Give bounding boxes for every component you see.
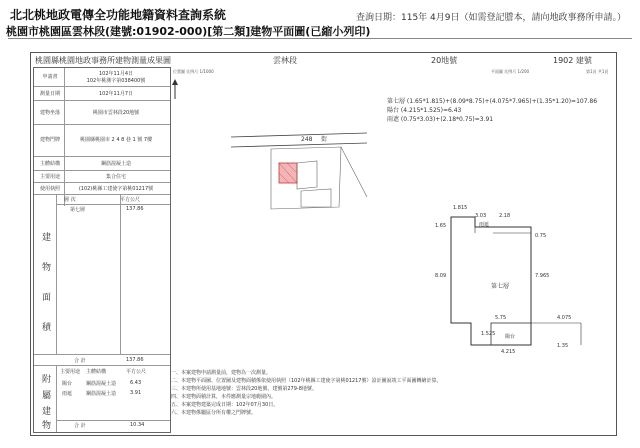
area-vrule: [56, 194, 57, 354]
plan-floor-label: 第七層: [491, 283, 510, 290]
annex-use: 陽台: [62, 381, 73, 387]
annex-struct: 鋼筋混凝土造: [86, 381, 117, 387]
dim-label: 1.815: [453, 205, 468, 211]
row-value: 桃園市雲林段20地號: [92, 110, 140, 116]
location-map: [171, 67, 371, 217]
document-subtitle: 桃園市桃園區雲林段(建號:01902-000)[第二類]建物平面圖(已縮小列印): [6, 25, 371, 38]
annex-char: 建: [42, 407, 52, 417]
row-key: 申請書: [42, 74, 58, 80]
row-key: 測量日期: [39, 91, 60, 97]
road-edge: [231, 133, 367, 137]
plan-scale: 平面圖 比例尺 1/200: [491, 69, 530, 74]
road-label: 街: [321, 136, 328, 143]
query-date: 查詢日期：115年 4月9日（如需登記謄本，請向地政事務所申請。）: [356, 13, 626, 23]
dim-label: 8.09: [435, 273, 447, 279]
road-edge: [231, 143, 367, 147]
area-total-label: 合 計: [74, 358, 86, 364]
lane-label: 248: [301, 136, 313, 143]
table-row: [34, 100, 170, 125]
annex-char: 附: [42, 375, 52, 385]
north-arrow-head-icon: [172, 79, 178, 85]
annex-total-value: 10.34: [130, 422, 145, 428]
page-title: 北北桃地政電傳全功能地籍資料查詢系統: [10, 8, 227, 22]
dim-label: 7.965: [535, 273, 550, 279]
annex-section: [34, 366, 170, 432]
formula-floor: 第七層 (1.65*1.815)+(8.09*8.75)+(4.075*7.965)+(1.35*1.20)=107.86: [387, 98, 598, 105]
row-value: 102年11月7日: [98, 91, 134, 97]
table-row: [34, 124, 170, 157]
row-key: 主體結構: [39, 161, 60, 167]
row-key: 建物門牌: [39, 137, 60, 143]
dim-label: 1.35: [557, 343, 569, 349]
area-formulas: [387, 97, 597, 124]
dim-label: 4.075: [557, 315, 572, 321]
floor-plan-drawing: [431, 203, 611, 373]
dim-label: 3.03: [475, 213, 487, 219]
building-number: 1902 建號: [553, 56, 592, 65]
dim-label: 2.18: [499, 213, 511, 219]
table-row: [34, 68, 170, 87]
map-drawing: [171, 67, 371, 217]
office-name: 桃園縣桃園地政事務所建物測量成果圖: [35, 56, 171, 65]
dim-label: 1.525: [481, 331, 496, 337]
area-rule: [56, 204, 170, 205]
annex-area: 3.91: [130, 390, 142, 396]
land-number: 20地號: [431, 56, 458, 65]
header-divider: [8, 38, 632, 39]
boundary-line: [341, 147, 367, 197]
area-header-floor: 層 次: [64, 197, 76, 203]
area-char: 面: [42, 293, 52, 303]
plan-balcony-label: 陽台: [505, 334, 516, 340]
note-item: 五、本案建物建築完成日期：102年07月30日。: [171, 402, 279, 408]
page-number: 第1頁 共1頁: [586, 69, 609, 74]
note-item: 二、本建物平面圖、位置圖及建物面積係依使用執照（102年桃縣工建使字第桃01217號）設計圖說竣工平面圖轉繪計算。: [171, 378, 442, 384]
survey-sheet: [30, 52, 617, 436]
dim-label: 0.75: [535, 233, 547, 239]
building-area-section: [34, 194, 170, 354]
neighbor-parcel: [301, 189, 331, 207]
note-item: 四、本建物面積計算，本件應測量宗地範圍內。: [171, 394, 277, 400]
annex-char: 物: [42, 421, 52, 431]
formula-balcony: 陽台 (4.215*1.525)=6.43: [387, 107, 462, 114]
row-value: 102年11月4日 102年桃測字第038400號: [86, 71, 146, 84]
dim-label: 4.215: [501, 349, 516, 355]
row-key: 主要用途: [39, 174, 60, 180]
dim-label: 5.75: [495, 315, 507, 321]
note-item: 一、本案建物申請測量前，建物為一次測量。: [171, 370, 272, 376]
section-name: 雲林段: [273, 56, 297, 65]
area-char: 物: [42, 263, 52, 273]
annex-struct: 鋼筋混凝土造: [86, 391, 117, 397]
info-table: [33, 67, 171, 433]
area-total-value: 137.86: [126, 357, 144, 363]
table-row: [34, 86, 170, 101]
floor-area: 137.86: [126, 206, 144, 212]
row-key: 使用執照: [39, 186, 60, 192]
sheet-header: [33, 55, 613, 65]
row-value: 鋼筋混凝土造: [100, 161, 131, 167]
annex-header-struct: 主體結構: [86, 369, 107, 375]
annex-char: 屬: [42, 391, 52, 401]
annex-header-area: 平方公尺: [126, 369, 147, 375]
map-scale: 位置圖 比例尺 1/1000: [173, 69, 214, 74]
note-item: 三、本建物所使用基地地號：雲林段20地號，建號第279-8地號。: [171, 386, 317, 392]
floor-plan: [431, 203, 611, 373]
annex-use: 雨遮: [62, 391, 73, 397]
neighbor-parcel: [297, 161, 317, 189]
dim-label: 1.65: [435, 223, 447, 229]
formula-eave: 雨遮 (0.75*3.03)+(2.18*0.75)=3.91: [387, 116, 494, 123]
row-key: 建物坐落: [39, 110, 60, 116]
annex-total-rule: [56, 420, 170, 421]
annex-area: 6.43: [130, 380, 142, 386]
area-total-row: [34, 354, 170, 366]
row-value: 集合住宅: [105, 174, 126, 180]
row-value: (102)桃縣工建使字第桃01217號: [78, 186, 154, 192]
area-header-sqm: 平方公尺: [120, 197, 141, 203]
annex-vrule: [56, 366, 57, 432]
notes: [171, 369, 611, 417]
table-row: [34, 156, 170, 171]
note-item: 六、本建物係屬區分所有權之門牌號。: [171, 410, 257, 416]
area-char: 建: [42, 233, 52, 243]
annex-header-use: 主要用途: [60, 369, 81, 375]
floor-label: 第七層: [70, 207, 86, 213]
row-value: 桃園縣桃園市 2 4 8 巷 1 號 7樓: [79, 137, 153, 143]
plan-eave-label: 雨遮: [479, 222, 490, 228]
annex-total-label: 合 計: [74, 423, 86, 429]
area-char: 積: [42, 323, 52, 333]
area-vrule: [120, 194, 121, 354]
